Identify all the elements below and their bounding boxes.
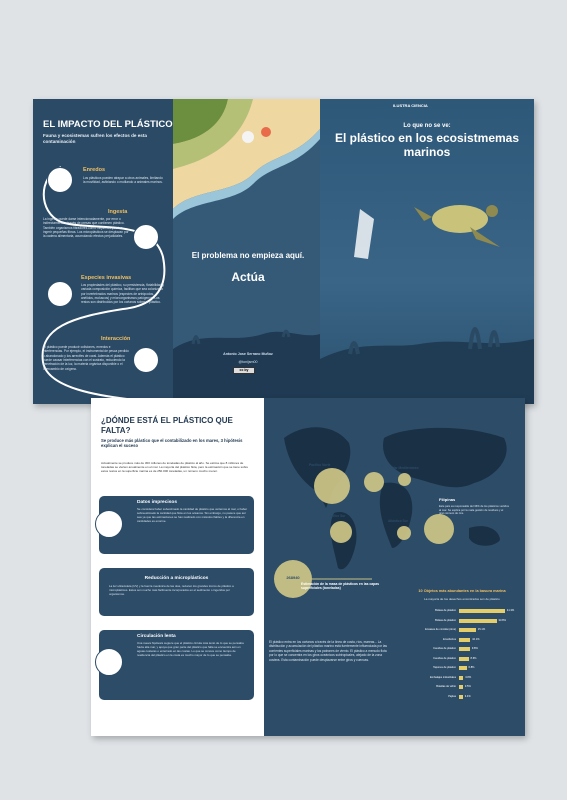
bottle-icon bbox=[133, 347, 159, 373]
bar-value-label: 3.4% bbox=[464, 694, 471, 698]
ilustra-ciencia-logo: ILUSTRA CIENCIA bbox=[393, 103, 428, 108]
bar-label: Tapones de plástico bbox=[433, 666, 456, 669]
shrimp-icon bbox=[47, 281, 73, 307]
topic-text: Los plásticos pueden atrapar a otros animales, limitando la movilidad, asfixiando o mutilando a animales marinos. bbox=[83, 176, 163, 185]
hypothesis-card bbox=[99, 630, 254, 700]
bar-label: Envases de comida (otros) bbox=[425, 628, 456, 631]
hypotheses-panel bbox=[91, 398, 264, 736]
action-title: El problema no empieza aquí. bbox=[191, 251, 305, 260]
impact-title: EL IMPACTO DEL PLÁSTICO bbox=[43, 119, 173, 130]
atlantic-south-bubble bbox=[397, 526, 411, 540]
estimate-value: 268940 bbox=[286, 575, 300, 580]
wave-icon bbox=[95, 648, 123, 676]
bar-label: Botellas de vidrio bbox=[436, 685, 456, 688]
cc-license-icon: cc by bbox=[233, 367, 255, 374]
estimate-body: El plástico entra en los océanos a través de la línea de costa, ríos, mareas... La distribución y acumulación del plástico marino está fuertemente influenciada por las corrientes superficiales marinas y los patrones de viento. El plástico a menudo flota por lo que se concentra en los giros oceánicos subtropicales, alejado de la zona costera. Esta contaminación puede desplazarse entre giros y cuencas. bbox=[269, 640, 388, 662]
pacific-north-bubble bbox=[314, 468, 350, 504]
bar bbox=[459, 676, 463, 680]
author-handle[interactable]: @tonijsm00 bbox=[238, 360, 258, 364]
bar bbox=[459, 685, 463, 689]
bar bbox=[459, 609, 505, 613]
brochure-outside bbox=[33, 99, 534, 404]
bar bbox=[459, 657, 469, 661]
bar bbox=[459, 695, 463, 699]
map-label: Océano Índico bbox=[424, 508, 446, 512]
cover-title: El plástico en los ecosistmemas marinos bbox=[334, 131, 520, 159]
bar-label: Bolsas de plástico bbox=[435, 618, 456, 622]
bar-label: Cuerdas de plástico bbox=[433, 656, 456, 660]
bar-label: Pajitas bbox=[448, 694, 456, 698]
bar-label: Envoltorios bbox=[443, 637, 456, 641]
question-title: ¿DÓNDE ESTÁ EL PLÁSTICO QUE FALTA? bbox=[101, 416, 233, 435]
map-label: Atlántico Sur bbox=[388, 519, 408, 523]
hypothesis-text: Una nueva hipótesis sugiere que el plástico circula más lento de lo que se pensaba hacia alta mar, y apoya que gran parte del plástico que falta se encuentra aún en aguas costeras o enterrado en las costas. Lo que se conoce como tiempo de residencia del plástico en la costa es mucho mayor de lo que se pensaba. bbox=[137, 641, 244, 657]
mediterranean-bubble bbox=[398, 473, 411, 486]
pacific-south-bubble bbox=[330, 521, 352, 543]
author-name: Antonio Jose Serrano Muñoz bbox=[223, 352, 273, 356]
net-icon bbox=[47, 167, 73, 193]
impact-panel bbox=[33, 99, 173, 404]
bar bbox=[459, 647, 470, 651]
bar-value-label: 6.8% bbox=[468, 666, 475, 669]
brochure-inside bbox=[91, 398, 525, 736]
hypothesis-card bbox=[99, 496, 254, 554]
hypothesis-card bbox=[99, 568, 254, 616]
bar-value-label: 3.8% bbox=[465, 675, 472, 679]
atlantic-north-bubble bbox=[364, 472, 384, 492]
map-label: Atlántico Norte bbox=[360, 464, 383, 468]
bar-value-label: 3.5% bbox=[464, 685, 471, 688]
bar bbox=[459, 638, 470, 642]
topic-title: Ingesta bbox=[108, 209, 128, 215]
cover-pretitle: Lo que no se ve: bbox=[403, 123, 451, 129]
hypothesis-title: Circulación lenta bbox=[137, 634, 176, 639]
hypothesis-text: La luz ultravioleta (UV) y la fuerza mecánica de las olas, reducen los grandes trozos de plástico a microplásticos. Estos son mucho más fácilmente incorporados en el sedimento o ingeridos por organismos. bbox=[109, 584, 234, 596]
topic-title: Especies invasivas bbox=[81, 275, 132, 281]
action-word: Actúa bbox=[231, 270, 265, 284]
indian-ocean-bubble bbox=[424, 514, 454, 544]
question-body: Actualmente se produce más de 300 millones de toneladas de plástico al año. Se estima que 8 millones de toneladas se vierten anualmente en el mar. La mayoría del plástico flota, pero la estimación que se tiene sobre estos restos en la superficie marina es de 250.000 toneladas, un número mucho menor. bbox=[101, 461, 249, 474]
bar-value-label: 10.1% bbox=[472, 637, 480, 641]
map-label: Pacífico Sur bbox=[327, 514, 346, 518]
bar-label: Embalajes industriales bbox=[430, 675, 456, 679]
bar bbox=[459, 666, 467, 670]
philippines-text: Este país es responsable del 36% de los plásticos vertidos al mar. Se explica por la mala gestión de residuos y el gran número de ríos. bbox=[439, 505, 509, 515]
top10-subtitle: La mayoría de los desechos encontrados son de plástico bbox=[424, 597, 500, 601]
topic-text: La ingesta puede darse intencionadamente, por error o indirectamente a través de presas que contienen plástico. También organismos filtradores como mejillones pueden ingerir pequeñas fibras. Los microplásticos se desplazan por la cadena alimentaria, acumulando efectos perjudiciales. bbox=[43, 217, 129, 239]
bar-value-label: 9.8% bbox=[471, 647, 478, 650]
topic-title: Enredos bbox=[83, 167, 106, 173]
bar-label: Bolsas de plástico bbox=[435, 609, 456, 612]
hypothesis-text: Se considera haber subestimado la cantidad de plástico que vertemos al mar, o haber sobreestimado la cantidad que flota en los océanos. Sin embargo, no parece que así sea ya que las estimaciones se han realizado con métodos fiables y la diferencia en cantidades es enorme. bbox=[137, 507, 248, 523]
fish-icon bbox=[133, 224, 159, 250]
philippines-title: Filipinas bbox=[439, 497, 456, 502]
bar-value-label: 33.8% bbox=[498, 618, 506, 622]
estimate-label: Estimación de la masa de plásticos en las capas superficiales (toneladas) bbox=[301, 582, 380, 591]
bar-label: Cuerdas de plástico bbox=[433, 647, 456, 650]
top10-title: 10 Objetos más abundantes en la basura marina bbox=[418, 589, 506, 593]
hypothesis-title: Reducción a microplásticos bbox=[144, 576, 209, 581]
bar-value-label: 41.3% bbox=[506, 609, 515, 612]
estimate-leader-line bbox=[312, 578, 372, 581]
bar-value-label: 8.6% bbox=[470, 656, 477, 660]
question-icon bbox=[95, 510, 123, 538]
topic-text: Los propiedades del plástico, su persistencia, flotabilidad y variada composición química, facilitan que sea colonizado por invertebrados marinos (especies de artrópodos, anélidos, moluscos) y microorganismos patógenos. Los restos son distribuidos por los océanos sobre el plástico. bbox=[81, 283, 164, 305]
topic-title: Interacción bbox=[101, 336, 131, 342]
map-panel bbox=[264, 398, 525, 736]
bar-value-label: 15.1% bbox=[477, 628, 486, 631]
hypothesis-title: Datos imprecisos bbox=[137, 500, 177, 505]
impact-subtitle: Fauna y ecosistemas sufren los efectos de esta contaminación bbox=[43, 133, 147, 144]
map-label: Mar Mediterráneo bbox=[392, 466, 419, 470]
question-subtitle: Se produce más plástico que el contabilizado en los mares, 3 hipótesis explican el suceso bbox=[101, 438, 243, 449]
map-label: Pacífico Norte bbox=[309, 463, 331, 467]
bar bbox=[459, 628, 476, 632]
topic-text: El plástico puede producir colisiones, enredos e interferencias. Por ejemplo, el instrumental de pesca perdido o abandonado y los arrecifes de coral. Además el plástico puede causar interferencias con el sustrato, reduciendo la penetración de la luz, la materia orgánica disponible o el intercambio de oxígeno. bbox=[43, 345, 129, 371]
bar bbox=[459, 619, 497, 623]
